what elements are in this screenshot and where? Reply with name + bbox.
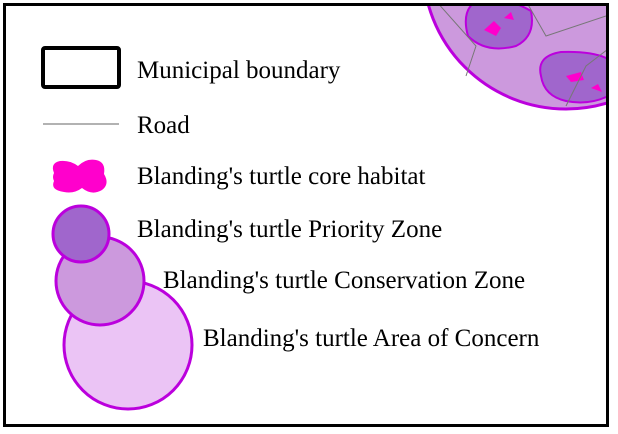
- legend-label-road: Road: [137, 112, 190, 139]
- core-habitat-symbol: [53, 160, 107, 193]
- legend-label-priority-zone: Blanding's turtle Priority Zone: [137, 216, 443, 243]
- priority-zone-symbol: [53, 206, 109, 262]
- legend-label-core-habitat: Blanding's turtle core habitat: [137, 163, 426, 190]
- map-inset: [423, 6, 609, 109]
- legend-label-municipal-boundary: Municipal boundary: [137, 57, 341, 84]
- legend-label-area-of-concern: Blanding's turtle Area of Concern: [203, 325, 540, 352]
- municipal-boundary-symbol: [43, 48, 119, 87]
- legend-label-conservation-zone: Blanding's turtle Conservation Zone: [163, 267, 526, 294]
- map-legend: [3, 3, 609, 427]
